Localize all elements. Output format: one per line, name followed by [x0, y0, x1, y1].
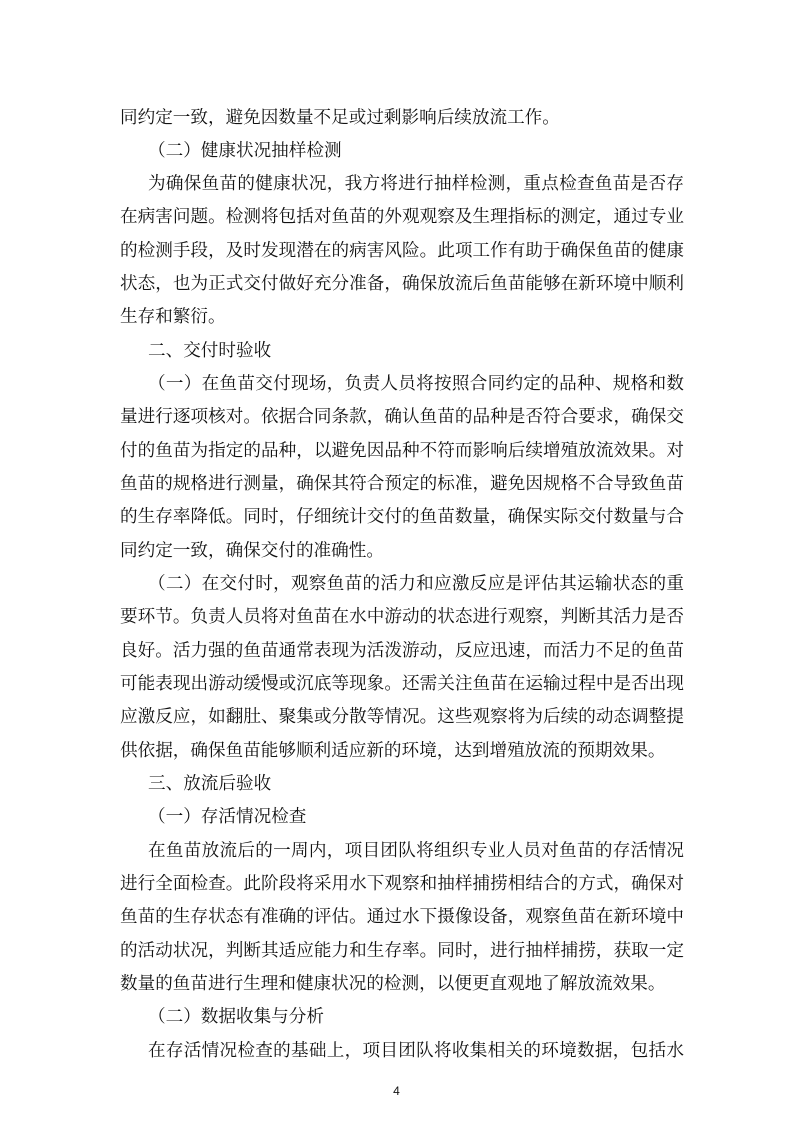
paragraph-line: 同约定一致，避免因数量不足或过剩影响后续放流工作。 [120, 108, 560, 128]
paragraph-line: 在鱼苗放流后的一周内，项目团队将组织专业人员对鱼苗的存活情况 [148, 841, 684, 861]
paragraph-line: 进行全面检查。此阶段将采用水下观察和抽样捕捞相结合的方式，确保对 [120, 874, 684, 894]
paragraph-line: 可能表现出游动缓慢或沉底等现象。还需关注鱼苗在运输过程中是否出现 [120, 674, 684, 694]
paragraph-line: 鱼苗的规格进行测量，确保其符合预定的标准，避免因规格不合导致鱼苗 [120, 474, 684, 494]
paragraph-line: 为确保鱼苗的健康状况，我方将进行抽样检测，重点检查鱼苗是否存 [148, 174, 684, 194]
paragraph-line: 在病害问题。检测将包括对鱼苗的外观观察及生理指标的测定，通过专业 [120, 207, 684, 227]
section-heading: 二、交付时验收 [148, 341, 272, 361]
paragraph-line: 的检测手段，及时发现潜在的病害风险。此项工作有助于确保鱼苗的健康 [120, 241, 684, 261]
paragraph-line: 的活动状况，判断其适应能力和生存率。同时，进行抽样捕捞，获取一定 [120, 941, 684, 961]
subsection-heading: （二）数据收集与分析 [148, 1007, 324, 1027]
paragraph-line: （一）在鱼苗交付现场，负责人员将按照合同约定的品种、规格和数 [148, 374, 684, 394]
paragraph-line: 应激反应，如翻肚、聚集或分散等情况。这些观察将为后续的动态调整提 [120, 707, 684, 727]
paragraph-line: 数量的鱼苗进行生理和健康状况的检测，以便更直观地了解放流效果。 [120, 974, 666, 994]
paragraph-line: （二）在交付时，观察鱼苗的活力和应激反应是评估其运输状态的重 [148, 574, 684, 594]
paragraph-line: 在存活情况检查的基础上，项目团队将收集相关的环境数据，包括水 [148, 1041, 684, 1061]
paragraph-line: 良好。活力强的鱼苗通常表现为活泼游动，反应迅速，而活力不足的鱼苗 [120, 641, 684, 661]
subsection-heading: （一）存活情况检查 [148, 807, 307, 827]
section-heading: 三、放流后验收 [148, 774, 272, 794]
paragraph-line: 鱼苗的生存状态有准确的评估。通过水下摄像设备，观察鱼苗在新环境中 [120, 907, 684, 927]
paragraph-line: 同约定一致，确保交付的准确性。 [120, 541, 384, 561]
paragraph-line: 量进行逐项核对。依据合同条款，确认鱼苗的品种是否符合要求，确保交 [120, 407, 684, 427]
paragraph-line: 的生存率降低。同时，仔细统计交付的鱼苗数量，确保实际交付数量与合 [120, 507, 684, 527]
paragraph-line: 生存和繁衍。 [120, 307, 226, 327]
paragraph-line: 状态，也为正式交付做好充分准备，确保放流后鱼苗能够在新环境中顺利 [120, 274, 684, 294]
subsection-heading: （二）健康状况抽样检测 [148, 141, 342, 161]
page-number: 4 [393, 1084, 400, 1098]
paragraph-line: 供依据，确保鱼苗能够顺利适应新的环境，达到增殖放流的预期效果。 [120, 741, 666, 761]
paragraph-line: 付的鱼苗为指定的品种，以避免因品种不符而影响后续增殖放流效果。对 [120, 441, 684, 461]
paragraph-line: 要环节。负责人员将对鱼苗在水中游动的状态进行观察，判断其活力是否 [120, 607, 684, 627]
